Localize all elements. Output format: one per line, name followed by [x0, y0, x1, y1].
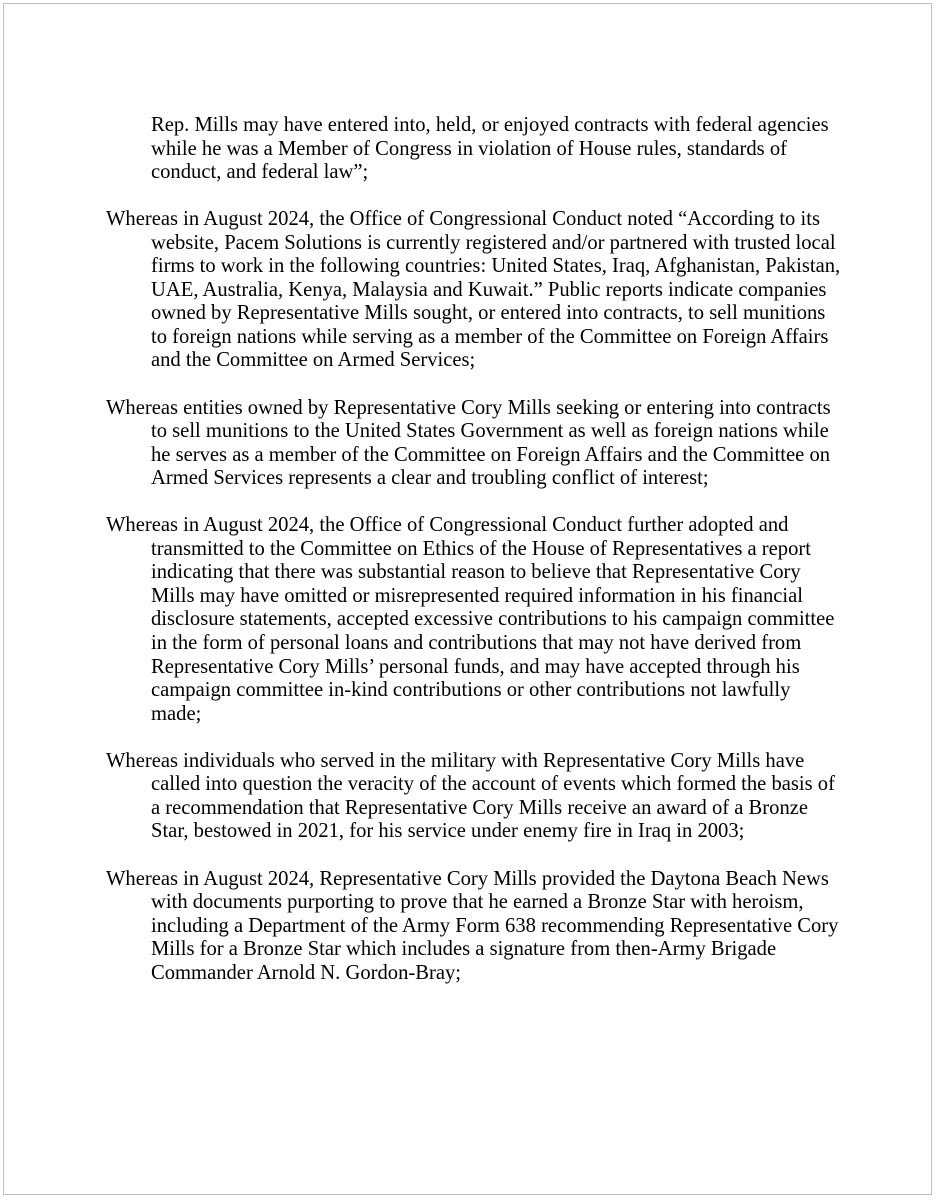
document-page — [3, 3, 932, 1195]
paragraph-continued: Rep. Mills may have entered into, held, or enjoyed contracts with federal agencies while he was a Member of Congress in violation of House rules, standards of conduct, and federal law”; — [151, 114, 829, 184]
whereas-clause-bronze-star-documents: Whereas in August 2024, Representative Cory Mills provided the Daytona Beach News with documents purporting to prove that he earned a Bronze Star with heroism, including a Department of the Army Form 638 recommending Representative Cory Mills for a Bronze Star which includes a signature from then-Army Brigade Commander Arnold N. Gordon-Bray; — [106, 867, 839, 984]
document-body — [106, 114, 841, 1009]
whereas-clause-ethics-report: Whereas in August 2024, the Office of Congressional Conduct further adopted and transmitted to the Committee on Ethics of the House of Representatives a report indicating that there was substantial reason to believe that Representative Cory Mills may have omitted or misrepresented required information in his financial disclosure statements, accepted excessive contributions to his campaign committee in the form of personal loans and contributions that may not have derived from Representative Cory Mills’ personal funds, and may have accepted through his campaign committee in-kind contributions or other contributions not lawfully made; — [106, 514, 835, 725]
whereas-clause-military-veracity: Whereas individuals who served in the military with Representative Cory Mills have called into question the veracity of the account of events which formed the basis of a recommendation that Representative Cory Mills receive an award of a Bronze Star, bestowed in 2021, for his service under enemy fire in Iraq in 2003; — [106, 749, 835, 843]
whereas-clause-pacem-solutions: Whereas in August 2024, the Office of Congressional Conduct noted “According to its website, Pacem Solutions is currently registered and/or partnered with trusted local firms to work in the following countries: United States, Iraq, Afghanistan, Pakistan, UAE, Australia, Kenya, Malaysia and Kuwait.” Public reports indicate companies owned by Representative Mills sought, or entered into contracts, to sell munitions to foreign nations while serving as a member of the Committee on Foreign Affairs and the Committee on Armed Services; — [106, 208, 841, 372]
whereas-clause-conflict-of-interest: Whereas entities owned by Representative Cory Mills seeking or entering into contracts to sell munitions to the United States Government as well as foreign nations while he serves as a member of the Committee on Foreign Affairs and the Committee on Armed Services represents a clear and troubling conflict of interest; — [106, 396, 831, 490]
